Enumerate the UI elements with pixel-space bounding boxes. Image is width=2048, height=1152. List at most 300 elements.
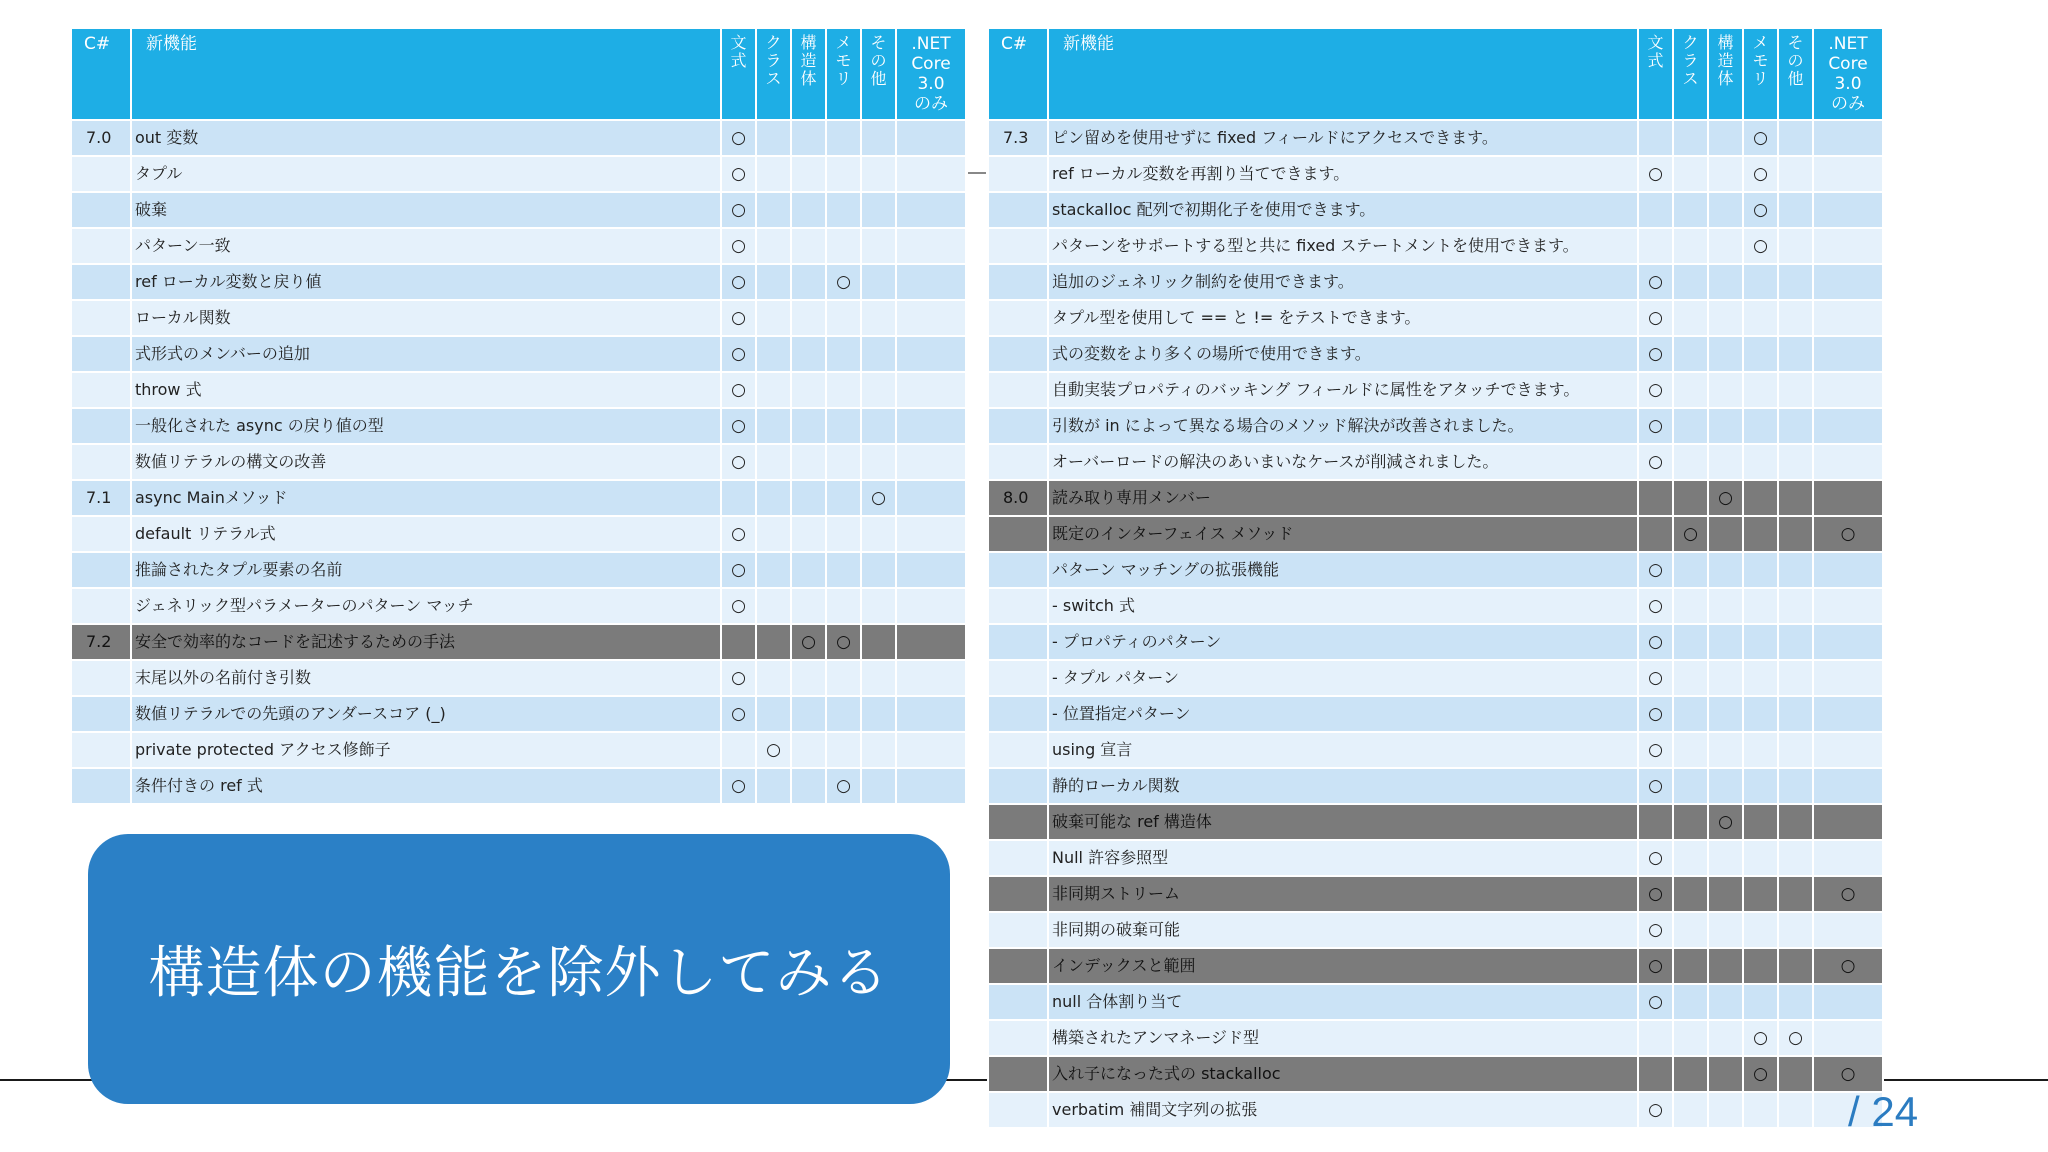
mark-memory: [827, 373, 860, 407]
mark-class: [1674, 553, 1707, 587]
mark-struct: [792, 481, 825, 515]
feature-cell: ref ローカル変数と戻り値: [132, 265, 720, 299]
mark-struct: ○: [1709, 805, 1742, 839]
mark-other: [1779, 1093, 1812, 1127]
feature-cell: 非同期の破棄可能: [1049, 913, 1637, 947]
version-cell: [989, 409, 1047, 443]
mark-memory: [827, 301, 860, 335]
table-row: [989, 517, 1882, 551]
mark-netcore: [1814, 157, 1882, 191]
mark-netcore: [1814, 697, 1882, 731]
feature-cell: private protected アクセス修飾子: [132, 733, 720, 767]
mark-struct: [1709, 229, 1742, 263]
mark-syntax: ○: [1639, 697, 1672, 731]
table-row: [72, 301, 965, 335]
header-feature: 新機能: [132, 29, 720, 119]
mark-syntax: ○: [1639, 589, 1672, 623]
mark-memory: [1744, 553, 1777, 587]
table-row: [72, 517, 965, 551]
mark-struct: [1709, 1057, 1742, 1091]
mark-memory: ○: [1744, 229, 1777, 263]
table-row: [72, 589, 965, 623]
mark-other: [1779, 841, 1812, 875]
version-cell: [72, 373, 130, 407]
table-row: [72, 373, 965, 407]
table-row: [989, 697, 1882, 731]
mark-class: [757, 769, 790, 803]
mark-syntax: [722, 625, 755, 659]
mark-struct: [1709, 1021, 1742, 1055]
table-row: [989, 265, 1882, 299]
mark-syntax: ○: [1639, 337, 1672, 371]
mark-memory: [1744, 1093, 1777, 1127]
mark-other: [862, 157, 895, 191]
table-row: [72, 337, 965, 371]
mark-netcore: [1814, 445, 1882, 479]
version-cell: 7.2: [72, 625, 130, 659]
version-cell: [989, 877, 1047, 911]
mark-memory: [1744, 949, 1777, 983]
mark-syntax: ○: [1639, 949, 1672, 983]
version-cell: [989, 805, 1047, 839]
mark-class: [757, 553, 790, 587]
table-row: [989, 913, 1882, 947]
mark-class: [757, 445, 790, 479]
mark-class: [1674, 121, 1707, 155]
mark-other: [1779, 229, 1812, 263]
mark-class: [1674, 625, 1707, 659]
mark-syntax: ○: [1639, 841, 1672, 875]
mark-other: [1779, 589, 1812, 623]
feature-cell: 条件付きの ref 式: [132, 769, 720, 803]
table-row: [989, 193, 1882, 227]
mark-other: [1779, 517, 1812, 551]
mark-syntax: ○: [722, 265, 755, 299]
mark-class: [1674, 697, 1707, 731]
mark-struct: [792, 733, 825, 767]
header-version: C#: [72, 29, 130, 119]
mark-memory: [827, 589, 860, 623]
mark-memory: [827, 229, 860, 263]
mark-struct: [1709, 265, 1742, 299]
header-memory: メ モ リ: [827, 29, 860, 119]
mark-class: [1674, 841, 1707, 875]
mark-class: [757, 373, 790, 407]
header-class: ク ラ ス: [1674, 29, 1707, 119]
mark-netcore: [897, 121, 965, 155]
mark-other: [1779, 1057, 1812, 1091]
mark-class: [1674, 481, 1707, 515]
mark-memory: [1744, 841, 1777, 875]
mark-memory: ○: [827, 265, 860, 299]
mark-other: [1779, 913, 1812, 947]
mark-netcore: [1814, 193, 1882, 227]
version-cell: [989, 157, 1047, 191]
mark-syntax: ○: [1639, 985, 1672, 1019]
mark-class: [1674, 1057, 1707, 1091]
mark-memory: [1744, 265, 1777, 299]
mark-struct: [1709, 1093, 1742, 1127]
page-number: / 24: [1848, 1088, 1919, 1135]
feature-cell: ローカル関数: [132, 301, 720, 335]
feature-cell: - タプル パターン: [1049, 661, 1637, 695]
version-cell: [989, 733, 1047, 767]
feature-cell: 式形式のメンバーの追加: [132, 337, 720, 371]
mark-other: [1779, 805, 1812, 839]
header-other: そ の 他: [1779, 29, 1812, 119]
mark-class: [1674, 913, 1707, 947]
mark-syntax: ○: [722, 589, 755, 623]
version-cell: 8.0: [989, 481, 1047, 515]
mark-syntax: ○: [1639, 409, 1672, 443]
mark-memory: ○: [1744, 1057, 1777, 1091]
feature-cell: 一般化された async の戻り値の型: [132, 409, 720, 443]
mark-syntax: ○: [1639, 913, 1672, 947]
version-cell: [989, 589, 1047, 623]
mark-netcore: [897, 553, 965, 587]
mark-other: [862, 517, 895, 551]
mark-netcore: [1814, 301, 1882, 335]
mark-struct: [1709, 877, 1742, 911]
mark-memory: ○: [1744, 157, 1777, 191]
mark-netcore: [897, 481, 965, 515]
version-cell: [72, 769, 130, 803]
mark-netcore: [897, 589, 965, 623]
mark-class: [1674, 337, 1707, 371]
feature-cell: ref ローカル変数を再割り当てできます。: [1049, 157, 1637, 191]
mark-other: ○: [862, 481, 895, 515]
mark-netcore: [1814, 805, 1882, 839]
mark-struct: [1709, 769, 1742, 803]
table-row: [989, 1021, 1882, 1055]
version-cell: [72, 445, 130, 479]
feature-cell: - プロパティのパターン: [1049, 625, 1637, 659]
features-table-right: [987, 27, 1884, 1129]
mark-syntax: [722, 481, 755, 515]
mark-syntax: [1639, 121, 1672, 155]
mark-syntax: ○: [722, 337, 755, 371]
table-row: [989, 553, 1882, 587]
mark-other: [862, 625, 895, 659]
features-table-left: [70, 27, 967, 805]
header-other: そ の 他: [862, 29, 895, 119]
mark-other: [1779, 553, 1812, 587]
mark-netcore: [1814, 589, 1882, 623]
mark-syntax: ○: [1639, 373, 1672, 407]
header-syntax: 文 式: [722, 29, 755, 119]
mark-struct: [1709, 337, 1742, 371]
table-row: [72, 769, 965, 803]
mark-class: ○: [1674, 517, 1707, 551]
mark-memory: [827, 409, 860, 443]
mark-netcore: [897, 373, 965, 407]
mark-class: [1674, 589, 1707, 623]
version-cell: [989, 373, 1047, 407]
mark-syntax: [1639, 517, 1672, 551]
mark-class: [1674, 1093, 1707, 1127]
mark-memory: [827, 481, 860, 515]
mark-class: [757, 661, 790, 695]
mark-netcore: ○: [1814, 949, 1882, 983]
mark-syntax: ○: [1639, 661, 1672, 695]
mark-class: [757, 157, 790, 191]
feature-cell: 読み取り専用メンバー: [1049, 481, 1637, 515]
mark-memory: [1744, 517, 1777, 551]
mark-class: [1674, 229, 1707, 263]
mark-memory: [1744, 733, 1777, 767]
mark-netcore: [897, 445, 965, 479]
version-cell: [72, 733, 130, 767]
feature-cell: ピン留めを使用せずに fixed フィールドにアクセスできます。: [1049, 121, 1637, 155]
feature-cell: throw 式: [132, 373, 720, 407]
mark-netcore: [1814, 625, 1882, 659]
mark-syntax: ○: [722, 661, 755, 695]
version-cell: [989, 1021, 1047, 1055]
mark-other: [1779, 121, 1812, 155]
version-cell: [989, 841, 1047, 875]
mark-class: [1674, 1021, 1707, 1055]
mark-syntax: ○: [1639, 769, 1672, 803]
connector-dash: [968, 172, 986, 174]
feature-cell: タプル: [132, 157, 720, 191]
mark-struct: ○: [1709, 481, 1742, 515]
mark-struct: [792, 193, 825, 227]
mark-netcore: [897, 625, 965, 659]
table-row: [989, 445, 1882, 479]
mark-memory: [1744, 805, 1777, 839]
feature-cell: - switch 式: [1049, 589, 1637, 623]
feature-cell: 数値リテラルでの先頭のアンダースコア (_): [132, 697, 720, 731]
version-cell: [989, 265, 1047, 299]
header-struct: 構 造 体: [792, 29, 825, 119]
mark-netcore: ○: [1814, 877, 1882, 911]
feature-cell: パターン一致: [132, 229, 720, 263]
mark-other: [1779, 301, 1812, 335]
mark-memory: ○: [1744, 1021, 1777, 1055]
mark-other: ○: [1779, 1021, 1812, 1055]
mark-netcore: [1814, 229, 1882, 263]
header-struct: 構 造 体: [1709, 29, 1742, 119]
feature-cell: verbatim 補間文字列の拡張: [1049, 1093, 1637, 1127]
mark-netcore: [1814, 373, 1882, 407]
mark-struct: [792, 229, 825, 263]
version-cell: [989, 229, 1047, 263]
mark-struct: [792, 517, 825, 551]
mark-class: [1674, 877, 1707, 911]
mark-syntax: ○: [1639, 157, 1672, 191]
mark-memory: [827, 445, 860, 479]
table-row: [72, 733, 965, 767]
mark-other: [1779, 877, 1812, 911]
table-row: [989, 805, 1882, 839]
table-row: [72, 193, 965, 227]
mark-other: [862, 229, 895, 263]
mark-syntax: ○: [1639, 877, 1672, 911]
mark-memory: [1744, 301, 1777, 335]
mark-other: [1779, 697, 1812, 731]
mark-class: [1674, 769, 1707, 803]
mark-class: [1674, 949, 1707, 983]
mark-netcore: [1814, 985, 1882, 1019]
mark-netcore: [897, 301, 965, 335]
version-cell: [72, 517, 130, 551]
mark-other: [862, 553, 895, 587]
mark-memory: [827, 337, 860, 371]
version-cell: [989, 553, 1047, 587]
mark-class: [757, 121, 790, 155]
mark-other: [862, 301, 895, 335]
mark-syntax: ○: [722, 193, 755, 227]
mark-class: [1674, 733, 1707, 767]
table-row: [72, 697, 965, 731]
mark-other: [1779, 373, 1812, 407]
mark-other: [1779, 337, 1812, 371]
feature-cell: stackalloc 配列で初期化子を使用できます。: [1049, 193, 1637, 227]
mark-struct: [792, 265, 825, 299]
mark-other: [862, 193, 895, 227]
feature-cell: 推論されたタプル要素の名前: [132, 553, 720, 587]
mark-struct: [792, 373, 825, 407]
mark-struct: [792, 301, 825, 335]
mark-syntax: [1639, 1057, 1672, 1091]
table-row: [989, 661, 1882, 695]
version-cell: [72, 265, 130, 299]
banner-text: 構造体の機能を除外してみる: [148, 941, 890, 1006]
mark-memory: [1744, 373, 1777, 407]
mark-class: [757, 481, 790, 515]
mark-struct: [792, 769, 825, 803]
feature-cell: パターンをサポートする型と共に fixed ステートメントを使用できます。: [1049, 229, 1637, 263]
version-cell: [989, 625, 1047, 659]
mark-class: [757, 265, 790, 299]
mark-syntax: ○: [1639, 553, 1672, 587]
mark-syntax: ○: [1639, 301, 1672, 335]
mark-syntax: ○: [722, 445, 755, 479]
mark-class: [1674, 661, 1707, 695]
mark-syntax: [1639, 805, 1672, 839]
mark-syntax: ○: [1639, 1093, 1672, 1127]
mark-class: [1674, 193, 1707, 227]
mark-memory: [1744, 697, 1777, 731]
mark-struct: [1709, 157, 1742, 191]
mark-struct: [792, 157, 825, 191]
version-cell: [989, 337, 1047, 371]
mark-other: [862, 697, 895, 731]
feature-cell: 式の変数をより多くの場所で使用できます。: [1049, 337, 1637, 371]
mark-struct: [792, 121, 825, 155]
mark-netcore: [1814, 481, 1882, 515]
feature-cell: default リテラル式: [132, 517, 720, 551]
mark-struct: [1709, 913, 1742, 947]
table-row: [72, 121, 965, 155]
mark-memory: [827, 121, 860, 155]
mark-syntax: [1639, 193, 1672, 227]
mark-syntax: ○: [722, 157, 755, 191]
mark-struct: [792, 589, 825, 623]
mark-struct: [1709, 589, 1742, 623]
mark-memory: [827, 517, 860, 551]
feature-cell: 末尾以外の名前付き引数: [132, 661, 720, 695]
mark-other: [1779, 949, 1812, 983]
mark-netcore: [897, 517, 965, 551]
feature-cell: 引数が in によって異なる場合のメソッド解決が改善されました。: [1049, 409, 1637, 443]
table-row: [989, 949, 1882, 983]
table-row: [989, 841, 1882, 875]
mark-memory: [1744, 589, 1777, 623]
table-row: [989, 481, 1882, 515]
table-row: [989, 337, 1882, 371]
mark-other: [862, 373, 895, 407]
version-cell: [72, 409, 130, 443]
mark-netcore: [1814, 733, 1882, 767]
mark-class: [1674, 301, 1707, 335]
header-class: ク ラ ス: [757, 29, 790, 119]
version-cell: [72, 301, 130, 335]
mark-struct: [1709, 121, 1742, 155]
feature-cell: 破棄: [132, 193, 720, 227]
mark-syntax: [1639, 229, 1672, 263]
version-cell: [989, 913, 1047, 947]
table-row: [989, 229, 1882, 263]
feature-cell: null 合体割り当て: [1049, 985, 1637, 1019]
mark-memory: [827, 697, 860, 731]
mark-struct: [1709, 733, 1742, 767]
table-row: [989, 1057, 1882, 1091]
mark-syntax: ○: [722, 301, 755, 335]
mark-struct: [792, 337, 825, 371]
mark-class: [757, 301, 790, 335]
mark-syntax: ○: [722, 517, 755, 551]
mark-struct: [1709, 445, 1742, 479]
mark-other: [1779, 445, 1812, 479]
version-cell: [989, 517, 1047, 551]
table-header-row: [72, 29, 965, 119]
mark-memory: [1744, 481, 1777, 515]
table-row: [72, 481, 965, 515]
feature-cell: インデックスと範囲: [1049, 949, 1637, 983]
mark-memory: [1744, 769, 1777, 803]
version-cell: 7.1: [72, 481, 130, 515]
table-row: [72, 661, 965, 695]
mark-netcore: [1814, 1021, 1882, 1055]
mark-struct: [1709, 373, 1742, 407]
table-row: [989, 409, 1882, 443]
table-row: [72, 409, 965, 443]
feature-cell: タプル型を使用して == と != をテストできます。: [1049, 301, 1637, 335]
mark-memory: [1744, 337, 1777, 371]
table-row: [989, 121, 1882, 155]
feature-cell: async Mainメソッド: [132, 481, 720, 515]
mark-netcore: [897, 157, 965, 191]
version-cell: [989, 661, 1047, 695]
table-row: [72, 445, 965, 479]
table-row: [989, 301, 1882, 335]
mark-other: [862, 589, 895, 623]
mark-struct: [792, 445, 825, 479]
feature-cell: using 宣言: [1049, 733, 1637, 767]
mark-memory: [827, 661, 860, 695]
mark-other: [1779, 769, 1812, 803]
mark-netcore: [897, 733, 965, 767]
mark-netcore: [1814, 553, 1882, 587]
mark-class: [757, 193, 790, 227]
mark-other: [1779, 661, 1812, 695]
mark-other: [1779, 193, 1812, 227]
mark-class: [1674, 157, 1707, 191]
mark-other: [1779, 481, 1812, 515]
mark-class: [757, 625, 790, 659]
table-row: [989, 877, 1882, 911]
